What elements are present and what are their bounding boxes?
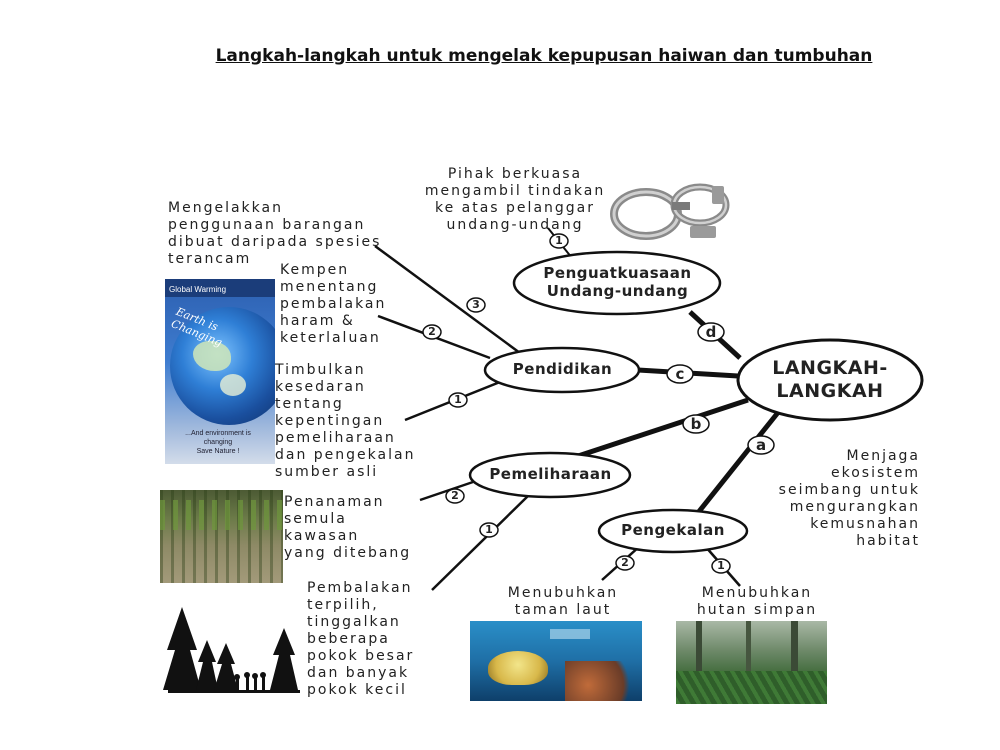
trees-silhouette-icon (163, 607, 300, 693)
coral-reef-photo-icon (470, 621, 642, 701)
badge-pihak-num: 1 (555, 234, 563, 247)
badge-mengelakkan-num: 3 (472, 298, 480, 311)
branch-mengelakkan (375, 246, 520, 353)
badge-b: b (690, 415, 702, 433)
leaf-taman-laut: Menubuhkan taman laut (507, 585, 619, 618)
badge-kempen-num: 2 (428, 325, 436, 338)
rainforest-photo-icon (676, 621, 827, 704)
leaf-mengelakkan: Mengelakkan penggunaan barangan dibuat daripada spesies terancam (168, 200, 382, 267)
poster-title: Global Warming (169, 285, 227, 294)
poster-heading: Earth is Changing (169, 305, 225, 350)
leaf-pihak-berkuasa: Pihak berkuasa mengambil tindakan ke atas pelanggar undang-undang (424, 166, 606, 233)
badge-taman-num: 2 (621, 556, 629, 569)
page-title: Langkah-langkah untuk mengelak kepupusan haiwan dan tumbuhan (215, 46, 873, 66)
leaf-penanaman: Penanaman semula kawasan yang ditebang (284, 494, 412, 561)
node-pendidikan: Pendidikan (512, 360, 613, 378)
node-pengekalan: Pengekalan (621, 521, 725, 539)
spoke-b (566, 400, 748, 460)
earth-poster-icon (165, 279, 275, 464)
branch-pembalakan (432, 494, 530, 590)
badge-c: c (675, 365, 685, 383)
node-penguatkuasaan: Penguatkuasaan Undang-undang (543, 264, 692, 300)
badge-timbulkan-num: 1 (454, 393, 462, 406)
badge-hutan-num: 1 (717, 559, 725, 572)
badge-pembalakan-num: 1 (485, 523, 493, 536)
leaf-pembalakan: Pembalakan terpilih, tinggalkan beberapa pokok besar dan banyak pokok kecil (307, 580, 415, 698)
handcuffs-icon (614, 186, 726, 238)
node-pemeliharaan: Pemeliharaan (489, 465, 612, 483)
badge-a: a (755, 436, 767, 454)
seedlings-photo-icon (160, 490, 283, 583)
poster-subtitle: ...And environment is changing Save Nature ! (185, 430, 251, 455)
leaf-timbulkan: Timbulkan kesedaran tentang kepentingan pemeliharaan dan pengekalan sumber asli (275, 362, 416, 480)
badge-d: d (705, 323, 717, 341)
node-center: LANGKAH- LANGKAH (772, 357, 888, 402)
leaf-hutan-simpan: Menubuhkan hutan simpan (696, 585, 818, 618)
leaf-kempen: Kempen menentang pembalakan haram & keterlaluan (280, 262, 387, 346)
badge-penanaman-num: 2 (451, 489, 459, 502)
leaf-menjaga: Menjaga ekosistem seimbang untuk mengurangkan kemusnahan habitat (778, 448, 920, 549)
